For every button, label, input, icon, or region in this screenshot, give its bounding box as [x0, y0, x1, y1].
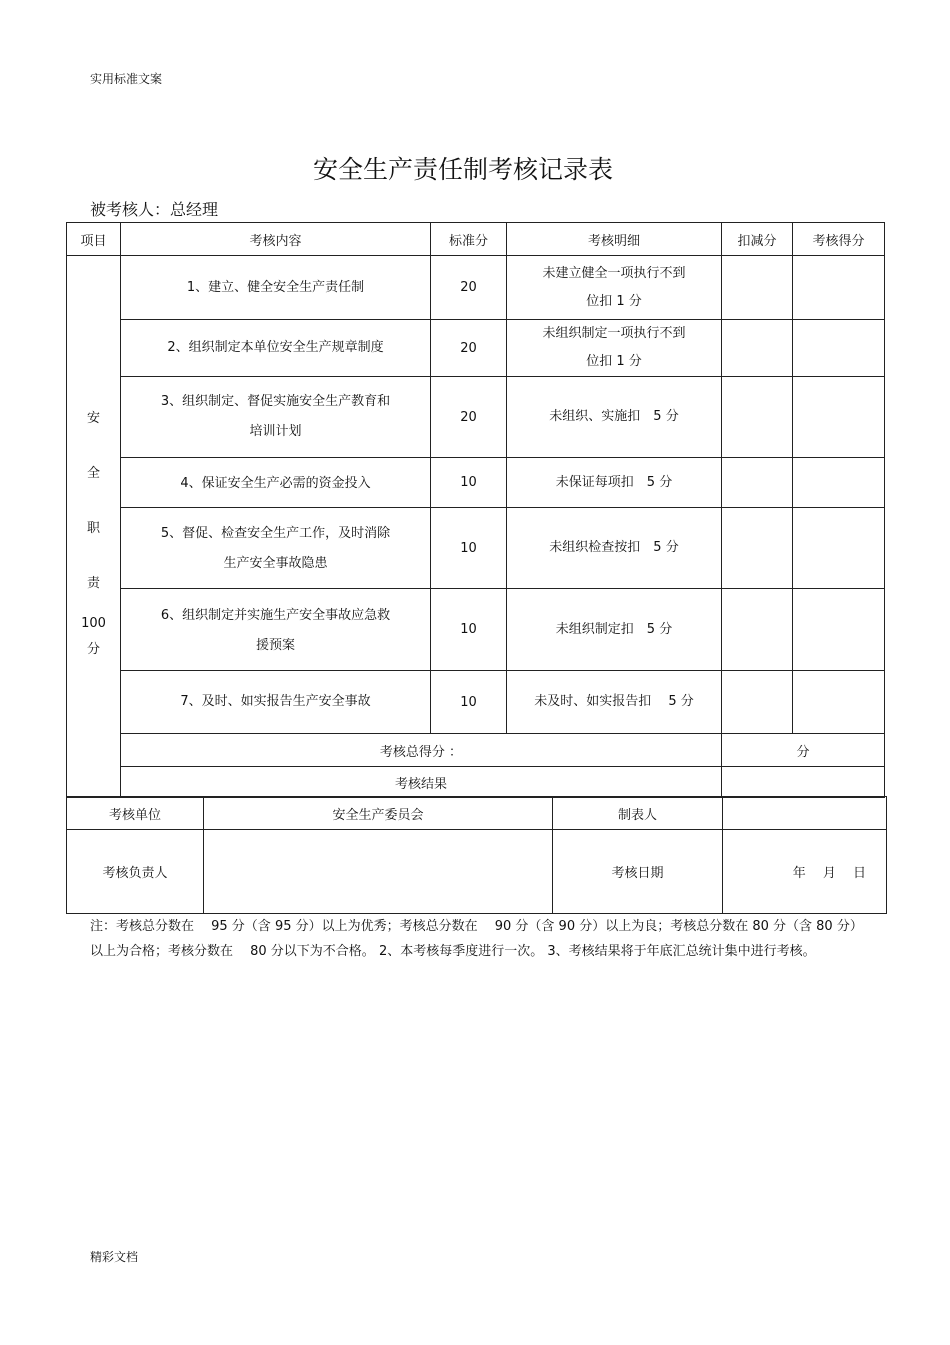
- examinee-value: 总经理: [170, 200, 219, 219]
- table-row: [67, 377, 885, 458]
- category-points: 100: [81, 615, 106, 631]
- category-unit: 分: [86, 641, 100, 657]
- row-detail: 未组织制定一项执行不到 位扣 1 分: [507, 320, 722, 377]
- table-row: [67, 671, 885, 734]
- row-deduct[interactable]: [722, 320, 793, 377]
- table-header-row: [67, 223, 885, 256]
- maker-label: 制表人: [553, 797, 723, 830]
- examinee-label: 被考核人：: [90, 200, 171, 219]
- col-deduct: 扣减分: [722, 223, 793, 256]
- row-standard: 10: [431, 589, 507, 671]
- result-row: [67, 767, 885, 798]
- col-item: 项目: [67, 223, 121, 256]
- row-score[interactable]: [793, 377, 885, 458]
- row-deduct[interactable]: [722, 671, 793, 734]
- row-standard: 10: [431, 671, 507, 734]
- leader-value[interactable]: [204, 830, 553, 914]
- row-detail: 未及时、如实报告扣 5 分: [507, 671, 722, 734]
- col-detail: 考核明细: [507, 223, 722, 256]
- unit-label: 考核单位: [67, 797, 204, 830]
- row-deduct[interactable]: [722, 458, 793, 508]
- total-label: 考核总得分 ：: [121, 734, 722, 767]
- col-standard: 标准分: [431, 223, 507, 256]
- table-row: [67, 458, 885, 508]
- row-score[interactable]: [793, 589, 885, 671]
- table-row: [67, 589, 885, 671]
- page-title: 安全生产责任制考核记录表: [312, 155, 613, 184]
- maker-value[interactable]: [723, 797, 887, 830]
- row-standard: 20: [431, 377, 507, 458]
- row-content: 2、组织制定本单位安全生产规章制度: [121, 320, 431, 377]
- examinee: [90, 197, 218, 220]
- signature-row: [67, 797, 887, 830]
- row-detail: 未组织检查按扣 5 分: [507, 508, 722, 589]
- row-deduct[interactable]: [722, 377, 793, 458]
- row-score[interactable]: [793, 458, 885, 508]
- row-detail: 未保证每项扣 5 分: [507, 458, 722, 508]
- row-detail: 未组织制定扣 5 分: [507, 589, 722, 671]
- row-deduct[interactable]: [722, 256, 793, 320]
- row-score[interactable]: [793, 320, 885, 377]
- result-label: 考核结果: [121, 767, 722, 798]
- table-row: [67, 256, 885, 320]
- footer-tag: 精彩文档: [90, 1250, 139, 1264]
- row-score[interactable]: [793, 671, 885, 734]
- row-standard: 10: [431, 508, 507, 589]
- category-cell: [67, 256, 121, 798]
- footnote: 注：考核总分数在 95 分（含 95 分）以上为优秀；考核总分数在 90 分（含 90 分）以上为良；考核总分数在 80 分（含 80 分）以上为合格；考核分数在 80 分以下为不合格。 2、本考核每季度进行一次。 3、考核结果将于年底汇总统计集中进行考核。: [90, 919, 857, 959]
- row-content: 6、组织制定并实施生产安全事故应急救 援预案: [121, 589, 431, 671]
- signature-row: [67, 830, 887, 914]
- row-detail: 未组织、实施扣 5 分: [507, 377, 722, 458]
- row-content: 5、督促、检查安全生产工作，及时消除 生产安全事故隐患: [121, 508, 431, 589]
- assessment-table: [66, 222, 885, 798]
- total-unit[interactable]: 分: [722, 734, 885, 767]
- row-detail: 未建立健全一项执行不到 位扣 1 分: [507, 256, 722, 320]
- row-score[interactable]: [793, 256, 885, 320]
- category-char: 安: [86, 410, 100, 426]
- row-content: 3、组织制定、督促实施安全生产教育和 培训计划: [121, 377, 431, 458]
- row-deduct[interactable]: [722, 508, 793, 589]
- total-row: [67, 734, 885, 767]
- table-row: [67, 320, 885, 377]
- signature-table: [66, 796, 887, 914]
- category-char: 职: [86, 520, 100, 536]
- row-standard: 10: [431, 458, 507, 508]
- result-value[interactable]: [722, 767, 885, 798]
- row-score[interactable]: [793, 508, 885, 589]
- leader-label: 考核负责人: [67, 830, 204, 914]
- category-char: 全: [86, 465, 100, 481]
- date-value[interactable]: 年 月 日: [723, 830, 887, 914]
- col-score: 考核得分: [793, 223, 885, 256]
- header-tag: 实用标准文案: [90, 72, 163, 86]
- row-content: 4、保证安全生产必需的资金投入: [121, 458, 431, 508]
- row-standard: 20: [431, 320, 507, 377]
- row-standard: 20: [431, 256, 507, 320]
- date-label: 考核日期: [553, 830, 723, 914]
- col-content: 考核内容: [121, 223, 431, 256]
- row-deduct[interactable]: [722, 589, 793, 671]
- row-content: 1、建立、健全安全生产责任制: [121, 256, 431, 320]
- category-char: 责: [86, 575, 100, 591]
- table-row: [67, 508, 885, 589]
- unit-value: 安全生产委员会: [204, 797, 553, 830]
- row-content: 7、及时、如实报告生产安全事故: [121, 671, 431, 734]
